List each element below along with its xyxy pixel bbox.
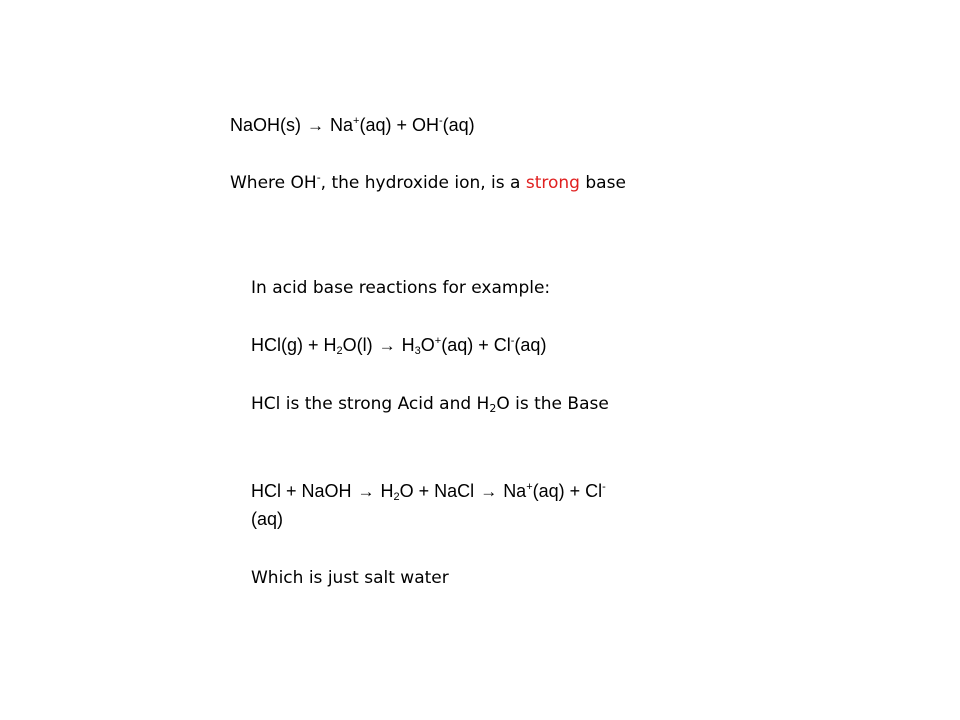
equation-naoh-dissociation (230, 114, 475, 137)
equation-neutralization-wrap: (aq) (251, 509, 284, 529)
eq3-b1: H (380, 481, 394, 501)
eq1-oh-state: (aq) (442, 115, 475, 135)
right-arrow-icon: → (480, 482, 498, 501)
eq3-b2: O + NaCl (399, 481, 475, 501)
intro-text: In acid base reactions for example: (251, 278, 551, 298)
right-arrow-icon: → (307, 116, 324, 135)
right-arrow-icon: → (357, 482, 375, 501)
acid-base-note (251, 393, 609, 415)
hydroxide-sentence (230, 172, 626, 194)
eq2-b2: O (420, 335, 435, 355)
eq1-na-charge: + (353, 115, 360, 127)
eq2-b1: H (401, 335, 415, 355)
eq3-a: HCl + NaOH (251, 481, 352, 501)
eq3-c1: Na (503, 481, 527, 501)
sentence-charge: - (316, 171, 321, 184)
note-sub: 2 (489, 402, 497, 415)
eq1-product-na: Na (330, 115, 354, 135)
eq2-a1: HCl(g) + H (251, 335, 337, 355)
conclusion-text: Which is just salt water (251, 568, 449, 588)
eq2-a1-sub: 2 (336, 345, 343, 357)
eq2-b3-charge: - (510, 335, 515, 347)
sentence-pre: Where OH (230, 173, 317, 193)
sentence-post: base (579, 173, 626, 193)
eq1-oh-charge: - (438, 115, 443, 127)
emphasis-strong: strong (525, 173, 580, 193)
eq3-c1-charge: + (526, 481, 533, 493)
eq2-b2-charge: + (434, 335, 442, 347)
eq3-b1-sub: 2 (393, 491, 400, 503)
equation-hcl-water (251, 334, 546, 357)
eq2-b4: (aq) (514, 335, 547, 355)
note-post: O is the Base (496, 394, 609, 414)
eq1-na-state: (aq) + OH (359, 115, 439, 135)
eq1-reactant: NaOH(s) (230, 115, 301, 135)
eq3-c2: (aq) + Cl (532, 481, 603, 501)
sentence-mid: , the hydroxide ion, is a (320, 173, 526, 193)
right-arrow-icon: → (378, 336, 396, 355)
eq3-c2-charge: - (602, 481, 606, 493)
eq2-b1-sub: 3 (414, 345, 421, 357)
eq2-a2: O(l) (342, 335, 373, 355)
note-pre: HCl is the strong Acid and H (251, 394, 490, 414)
eq2-b3: (aq) + Cl (441, 335, 511, 355)
equation-neutralization (251, 480, 606, 503)
